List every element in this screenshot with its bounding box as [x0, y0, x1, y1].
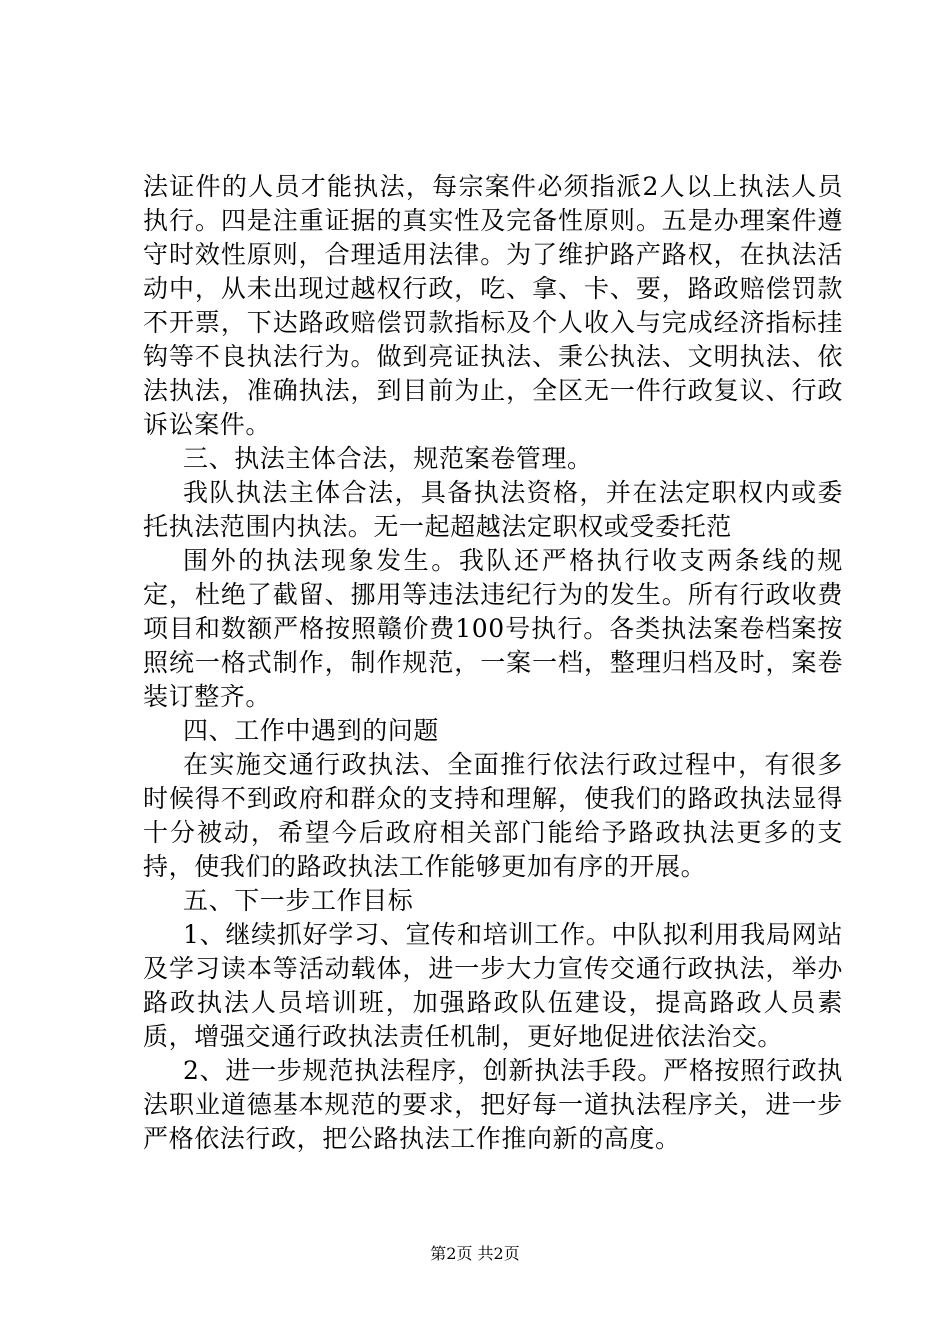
page-footer [0, 1244, 950, 1264]
page-number-label: 第2页 共2页 [430, 1244, 520, 1263]
section-heading-4: 四、工作中遇到的问题 [183, 716, 440, 745]
paragraph: 围外的执法现象发生。我队还严格执行收支两条线的规定，杜绝了截留、挪用等违法违纪行为的发生。所有行政收费项目和数额严格按照赣价费100号执行。各类执法案卷档案按照统一格式制作，制作规范，一案一档，整理归档及时，案卷装订整齐。 [143, 546, 843, 711]
document-body [143, 170, 843, 1156]
paragraph-continuation: 法证件的人员才能执法，每宗案件必须指派2人以上执法人员执行。四是注重证据的真实性及完备性原则。五是办理案件遵守时效性原则，合理适用法律。为了维护路产路权，在执法活动中，从未出现过越权行政，吃、拿、卡、要，路政赔偿罚款不开票，下达路政赔偿罚款指标及个人收入与完成经济指标挂钩等不良执法行为。做到亮证执法、秉公执法、文明执法、依法执法，准确执法，到目前为止，全区无一件行政复议、行政诉讼案件。 [143, 172, 843, 439]
section-heading-3: 三、执法主体合法，规范案卷管理。 [183, 444, 593, 473]
list-item-paragraph: 2、进一步规范执法程序，创新执法手段。严格按照行政执法职业道德基本规范的要求，把好每一道执法程序关，进一步严格依法行政，把公路执法工作推向新的高度。 [143, 1056, 843, 1153]
section-heading-5: 五、下一步工作目标 [183, 886, 414, 915]
paragraph: 我队执法主体合法，具备执法资格，并在法定职权内或委托执法范围内执法。无一起超越法定职权或受委托范 [143, 478, 843, 541]
list-item-paragraph: 1、继续抓好学习、宣传和培训工作。中队拟利用我局网站及学习读本等活动载体，进一步大力宣传交通行政执法，举办路政执法人员培训班，加强路政队伍建设，提高路政人员素质，增强交通行政执法责任机制，更好地促进依法治交。 [143, 920, 843, 1051]
paragraph: 在实施交通行政执法、全面推行依法行政过程中，有很多时候得不到政府和群众的支持和理解，使我们的路政执法显得十分被动，希望今后政府相关部门能给予路政执法更多的支持，使我们的路政执法工作能够更加有序的开展。 [143, 750, 843, 881]
